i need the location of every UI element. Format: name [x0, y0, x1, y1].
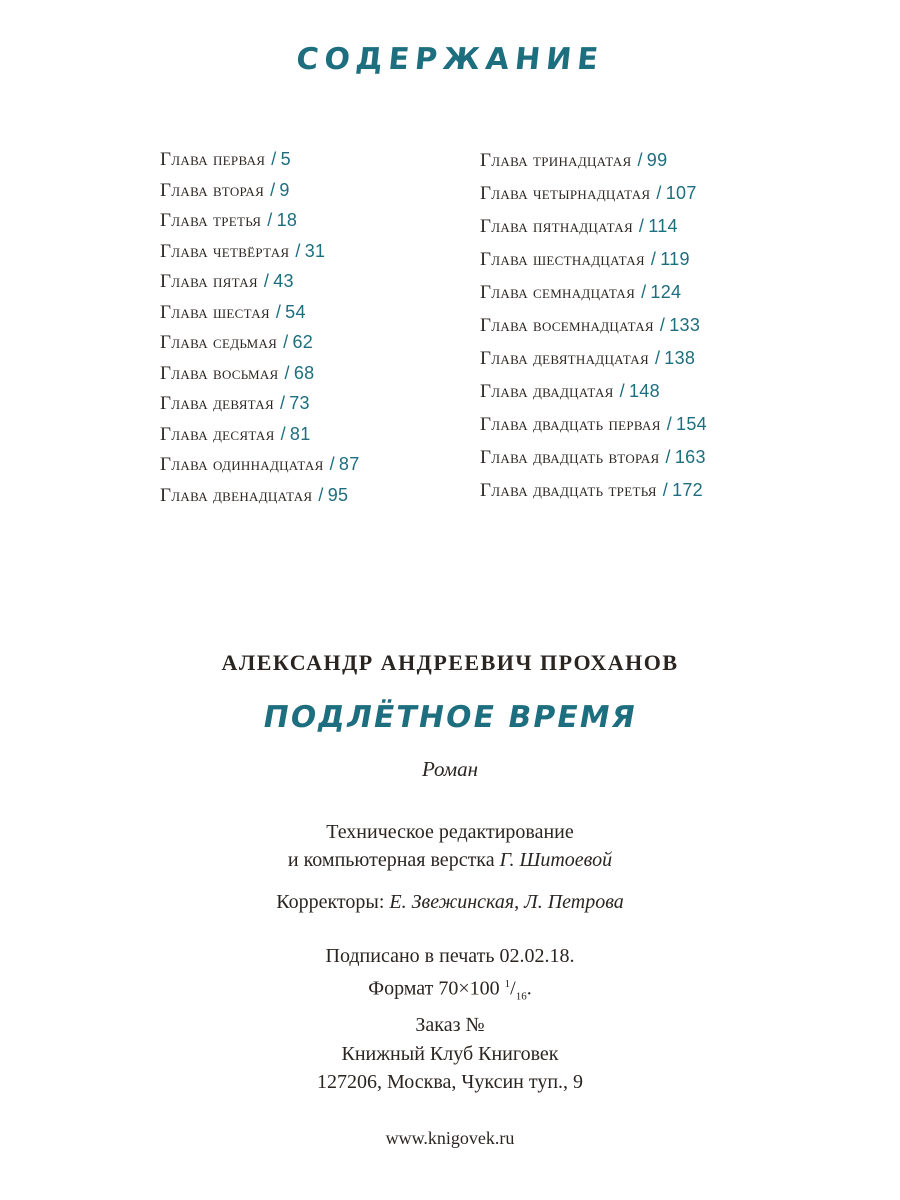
- book-title: ПОДЛЁТНОЕ ВРЕМЯ: [260, 700, 640, 735]
- publisher-name: Книжный Клуб Книговек: [341, 1043, 559, 1065]
- toc-item-label: Глава двадцать первая: [480, 414, 661, 435]
- toc-item: [160, 205, 360, 236]
- toc-item-label: Глава четырнадцатая: [480, 183, 651, 204]
- toc-page-number: 119: [660, 249, 690, 269]
- toc-item: [160, 236, 360, 267]
- toc-item: [160, 297, 360, 328]
- toc-item: [480, 408, 707, 441]
- publisher-address: 127206, Москва, Чуксин туп., 9: [316, 1071, 584, 1093]
- toc-separator: /: [270, 179, 276, 200]
- toc-page-number: 5: [280, 149, 291, 169]
- toc-item-label: Глава четвёртая: [160, 240, 290, 262]
- toc-page-number: 99: [646, 150, 668, 170]
- format-numerator: 1: [504, 978, 511, 990]
- toc-item-label: Глава пятнадцатая: [480, 216, 633, 237]
- toc-item-label: Глава девятая: [160, 393, 274, 414]
- toc-page-number: 133: [669, 315, 701, 335]
- toc-item: [160, 388, 360, 419]
- toc-item: [480, 375, 707, 408]
- toc-item-label: Глава шестнадцатая: [480, 249, 645, 270]
- toc-page-number: 9: [279, 179, 290, 200]
- toc-page-number: 148: [628, 381, 660, 401]
- toc-page-number: 18: [276, 210, 298, 230]
- toc-separator: /: [279, 393, 286, 413]
- toc-separator: /: [619, 381, 625, 401]
- toc-item-label: Глава восемнадцатая: [480, 315, 654, 336]
- proofreader-name-2: Л. Петрова: [524, 891, 624, 913]
- toc-page-number: 107: [665, 183, 697, 203]
- toc-separator: /: [318, 484, 324, 505]
- toc-page-number: 138: [664, 348, 696, 368]
- toc-item-label: Глава девятнадцатая: [480, 348, 649, 369]
- toc-separator: /: [666, 414, 673, 434]
- toc-item-label: Глава тринадцатая: [480, 150, 632, 171]
- tech-editing-line2: [0, 846, 900, 874]
- toc-separator: /: [280, 423, 286, 444]
- toc-page-number: 87: [338, 454, 360, 474]
- publisher-website[interactable]: www.knigovek.ru: [385, 1128, 515, 1148]
- format-line: [0, 970, 900, 1011]
- toc-page-number: 68: [293, 362, 315, 383]
- toc-page-number: 81: [289, 423, 311, 444]
- proofreader-comma: ,: [514, 891, 520, 913]
- proofreaders-prefix: Корректоры:: [276, 891, 385, 913]
- toc-item-label: Глава восьмая: [160, 362, 279, 384]
- toc-item-label: Глава пятая: [160, 271, 258, 292]
- toc-item-label: Глава двенадцатая: [160, 484, 313, 506]
- toc-item-label: Глава десятая: [160, 423, 275, 445]
- tech-editing-prefix: и компьютерная верстка: [287, 849, 495, 871]
- toc-separator: /: [329, 454, 335, 474]
- toc-item-label: Глава двадцать третья: [480, 480, 657, 501]
- toc-separator: /: [641, 282, 647, 302]
- toc-item-label: Глава вторая: [160, 179, 265, 201]
- publisher-info: [0, 1040, 900, 1096]
- proofreaders-credit: [0, 888, 900, 916]
- toc-page-number: 43: [273, 271, 294, 291]
- toc-item: [160, 419, 360, 450]
- toc-separator: /: [263, 271, 270, 291]
- toc-page-number: 114: [648, 216, 678, 236]
- toc-page-number: 31: [304, 240, 326, 261]
- toc-item-label: Глава двадцатая: [480, 381, 614, 402]
- tech-editing-credit: [0, 818, 900, 874]
- toc-item-label: Глава семнадцатая: [480, 282, 636, 303]
- toc-separator: /: [654, 348, 661, 368]
- toc-item: [160, 144, 360, 175]
- toc-separator: /: [267, 210, 273, 230]
- toc-item: [480, 474, 707, 507]
- toc-page-number: 163: [674, 447, 706, 467]
- toc-separator: /: [650, 249, 657, 269]
- toc-page-number: 54: [285, 301, 306, 322]
- tech-editing-line1: Техническое редактирование: [326, 821, 574, 843]
- format-denominator: 16: [515, 990, 527, 1003]
- toc-left-column: [160, 144, 360, 510]
- toc-item: [480, 309, 707, 342]
- toc-item-label: Глава шестая: [160, 301, 270, 323]
- toc-item: [480, 243, 707, 276]
- toc-item: [160, 175, 360, 206]
- toc-item: [160, 327, 360, 358]
- toc-page-number: 62: [292, 332, 314, 352]
- toc-separator: /: [662, 480, 669, 500]
- toc-separator: /: [637, 150, 643, 170]
- toc-page-number: 172: [672, 480, 703, 500]
- toc-item: [160, 266, 360, 297]
- toc-separator: /: [283, 332, 289, 352]
- toc-title: СОДЕРЖАНИЕ: [294, 42, 606, 77]
- toc-item-label: Глава первая: [160, 149, 266, 170]
- print-details: [0, 942, 900, 1039]
- proofreader-name-1: Е. Звежинская: [389, 891, 515, 913]
- toc-item: [480, 210, 707, 243]
- tech-editor-name: Г. Шитоевой: [499, 849, 613, 871]
- toc-item-label: Глава седьмая: [160, 332, 278, 353]
- toc-item: [480, 276, 707, 309]
- toc-page-number: 73: [289, 393, 310, 413]
- toc-item: [160, 449, 360, 480]
- toc-item-label: Глава двадцать вторая: [480, 447, 660, 468]
- genre-label: Роман: [421, 757, 479, 781]
- toc-page-number: 95: [327, 484, 349, 505]
- toc-page-number: 124: [650, 282, 682, 302]
- toc-separator: /: [271, 149, 277, 169]
- format-end: .: [526, 977, 532, 1000]
- toc-separator: /: [656, 183, 662, 203]
- toc-page-number: 154: [676, 414, 707, 434]
- toc-item: [480, 144, 707, 177]
- signed-date: Подписано в печать 02.02.18.: [325, 945, 575, 967]
- toc-item: [480, 441, 707, 474]
- toc-item-label: Глава третья: [160, 210, 262, 231]
- toc-right-column: [480, 144, 707, 507]
- toc-separator: /: [638, 216, 645, 236]
- toc-item-label: Глава одиннадцатая: [160, 454, 324, 475]
- toc-item: [160, 358, 360, 389]
- toc-item: [480, 342, 707, 375]
- toc-separator: /: [295, 240, 301, 261]
- format-slash: /: [510, 977, 516, 1000]
- toc-separator: /: [659, 315, 666, 335]
- toc-separator: /: [284, 362, 290, 383]
- order-number: Заказ №: [415, 1013, 485, 1036]
- toc-separator: /: [665, 447, 671, 467]
- format-prefix: Формат 70×100: [368, 977, 500, 1000]
- toc-item: [480, 177, 707, 210]
- author-name: АЛЕКСАНДР АНДРЕЕВИЧ ПРОХАНОВ: [221, 650, 679, 675]
- toc-item: [160, 480, 360, 511]
- toc-separator: /: [275, 301, 282, 322]
